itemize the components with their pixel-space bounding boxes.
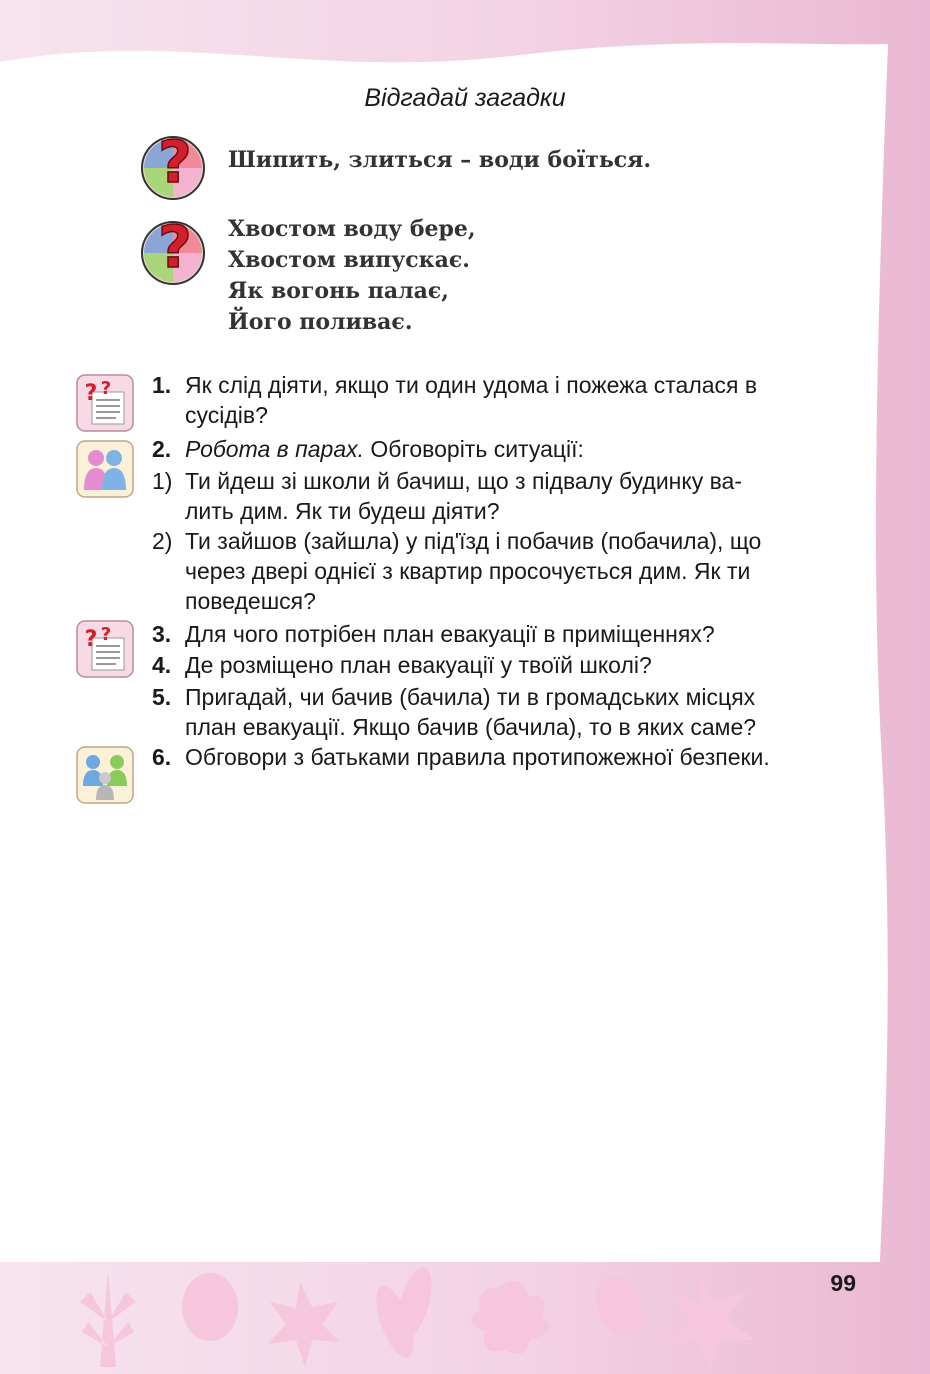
leaf-icon: [80, 1272, 136, 1367]
riddle-line: Шипить, злиться – води боїться.: [228, 147, 652, 173]
riddle-line: Хвостом воду бере,: [228, 216, 476, 242]
leaf-icon: [182, 1273, 238, 1341]
leaf-icon: [664, 1272, 755, 1370]
subtask-number: 2): [152, 528, 173, 554]
svg-text:?: ?: [84, 627, 98, 652]
task-text: Де розміщено план евакуації у твоїй школі?: [185, 652, 652, 678]
task-text: лить дим. Як ти будеш діяти?: [185, 498, 500, 524]
page-number: 99: [830, 1270, 856, 1296]
task-number: 1.: [152, 372, 172, 398]
question-list-icon: [76, 374, 134, 432]
task-text: Пригадай, чи бачив (бачила) ти в громадських місцях: [185, 684, 756, 710]
leaf-icon: [587, 1269, 654, 1346]
task-text: Обговоріть ситуації:: [364, 436, 584, 462]
task-text: через двері однієї з квартир просочується дим. Як ти: [185, 558, 751, 584]
svg-text:?: ?: [84, 381, 98, 406]
task-text: Ти йдеш зі школи й бачиш, що з підвалу будинку ва-: [185, 468, 742, 494]
subtask-number: 1): [152, 468, 173, 494]
task-text: Для чого потрібен план евакуації в приміщеннях?: [185, 621, 715, 647]
task-text: план евакуації. Якщо бачив (бачила), то в яких саме?: [185, 714, 757, 740]
task-number: 2.: [152, 436, 172, 462]
svg-text:?: ?: [158, 215, 192, 281]
riddle-line: Як вогонь палає,: [228, 278, 449, 304]
riddle-line: Його поливає.: [228, 309, 413, 335]
task-number: 4.: [152, 652, 172, 678]
task-number: 6.: [152, 744, 172, 770]
task-text: Обговори з батьками правила протипожежної безпеки.: [185, 744, 770, 770]
task-3: [152, 619, 715, 649]
task-number: 3.: [152, 621, 172, 647]
riddle-puzzle-question-icon: [138, 130, 208, 200]
task-4: [152, 650, 652, 680]
subtask-2: [152, 526, 761, 556]
task-text: Ти зайшов (зайшла) у під'їзд і побачив (побачила), що: [185, 528, 762, 554]
task-number: 5.: [152, 684, 172, 710]
leaf-icon: [268, 1282, 340, 1367]
subtask-1: [152, 466, 742, 496]
riddle-1: [228, 145, 651, 176]
question-list-icon: [76, 620, 134, 678]
svg-text:?: ?: [100, 378, 112, 399]
decorative-leaves: [60, 1262, 780, 1374]
task-text: поведешся?: [185, 588, 316, 614]
riddle-section-title: Відгадай загадки: [364, 84, 566, 112]
task-text: сусідів?: [185, 402, 268, 428]
svg-text:?: ?: [158, 130, 192, 196]
task-lead: Робота в парах.: [185, 436, 365, 462]
family-discussion-icon: [76, 746, 134, 804]
riddle-puzzle-question-icon: [138, 215, 208, 285]
leaf-icon: [471, 1281, 549, 1354]
task-1: [152, 370, 757, 400]
riddle-2: [228, 214, 476, 338]
task-5: [152, 682, 755, 712]
task-2: [152, 434, 584, 464]
svg-text:?: ?: [100, 624, 112, 645]
riddle-line: Хвостом випускає.: [228, 247, 470, 273]
pair-work-icon: [76, 440, 134, 498]
task-text: Як слід діяти, якщо ти один удома і пожежа сталася в: [185, 372, 758, 398]
task-6: [152, 742, 770, 772]
